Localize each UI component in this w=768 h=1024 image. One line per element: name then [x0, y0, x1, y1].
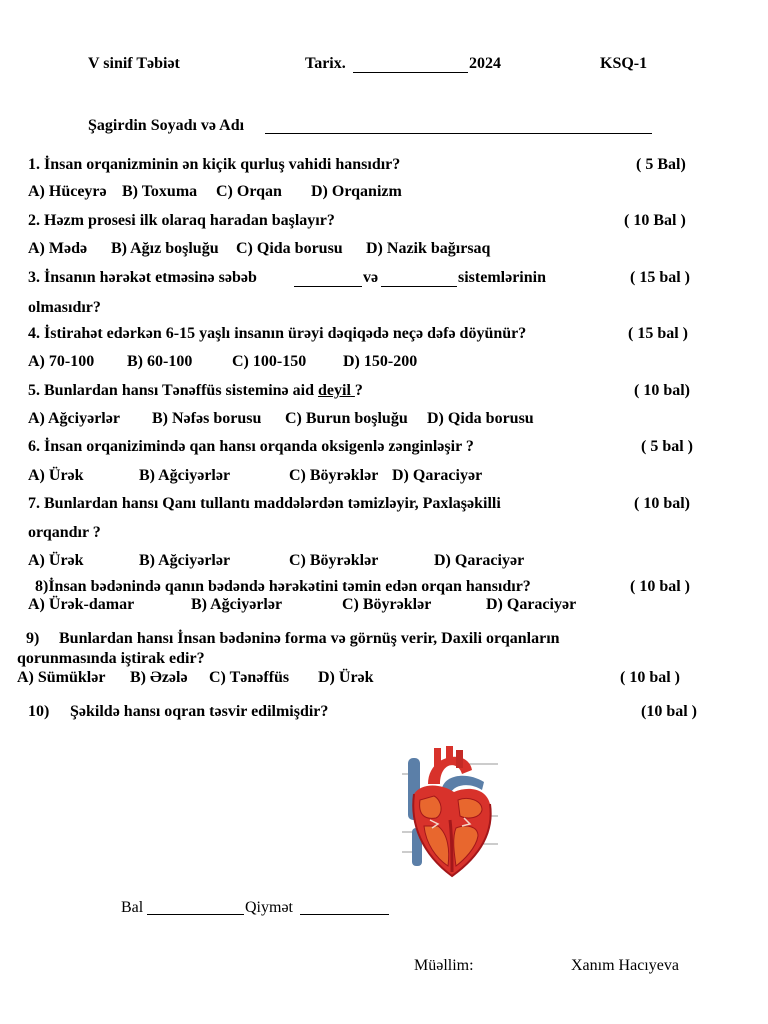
q5-option-a: A) Ağciyərlər — [28, 410, 120, 427]
grade-label: Qiymət — [245, 899, 293, 916]
year: 2024 — [469, 55, 501, 72]
question-10: Şəkildə hansı oqran təsvir edilmişdir? — [70, 703, 329, 720]
question-9: Bunlardan hansı İnsan bədəninə forma və görnüş verir, Daxili orqanların — [59, 630, 560, 647]
question-7: 7. Bunlardan hansı Qanı tullantı maddələrdən təmizləyir, Paxlaşəkilli — [28, 495, 501, 512]
date-label: Tarix. — [305, 55, 346, 72]
q1-option-c: C) Orqan — [216, 183, 282, 200]
q9-option-c: C) Tənəffüs — [209, 669, 290, 686]
question-2: 2. Həzm prosesi ilk olaraq haradan başlayır? — [28, 212, 335, 229]
question-10-num: 10) — [28, 703, 50, 720]
points-3: ( 15 bal ) — [630, 269, 690, 286]
q3-blank-2 — [381, 286, 457, 287]
q7-option-d: D) Qaraciyər — [434, 552, 525, 569]
q2-option-c: C) Qida borusu — [236, 240, 343, 257]
q6-option-a: A) Ürək — [28, 467, 84, 484]
points-9: ( 10 bal ) — [620, 669, 680, 686]
q4-option-d: D) 150-200 — [343, 353, 418, 370]
q2-option-b: B) Ağız boşluğu — [111, 240, 219, 257]
question-1: 1. İnsan orqanizminin ən kiçik qurluş vahidi hansıdır? — [28, 156, 401, 173]
q1-option-b: B) Toxuma — [122, 183, 198, 200]
heart-anatomy-icon — [398, 744, 502, 880]
q8-option-a: A) Ürək-damar — [28, 596, 135, 613]
q4-option-a: A) 70-100 — [28, 353, 95, 370]
question-3-part2: sistemlərinin — [458, 269, 546, 286]
q2-option-d: D) Nazik bağırsaq — [366, 240, 491, 257]
points-7: ( 10 bal) — [634, 495, 690, 512]
score-label: Bal — [121, 899, 144, 916]
exam-code: KSQ-1 — [600, 55, 648, 72]
q3-blank-1 — [294, 286, 362, 287]
question-3-mid: və — [363, 269, 379, 286]
q9-option-a: A) Sümüklər — [17, 669, 106, 686]
question-9-line2: qorunmasında iştirak edir? — [17, 650, 205, 667]
teacher-label: Müəllim: — [414, 957, 474, 974]
question-3-part1: 3. İnsanın hərəkət etməsinə səbəb — [28, 269, 257, 286]
q1-option-a: A) Hüceyrə — [28, 183, 107, 200]
q6-option-b: B) Ağciyərlər — [139, 467, 231, 484]
q4-option-c: C) 100-150 — [232, 353, 307, 370]
score-line — [147, 914, 244, 915]
q7-option-c: C) Böyrəklər — [289, 552, 379, 569]
question-8: 8)İnsan bədənində qanın bədəndə hərəkətini təmin edən orqan hansıdır? — [35, 578, 531, 595]
grade-line — [300, 914, 389, 915]
q8-option-d: D) Qaraciyər — [486, 596, 577, 613]
q4-option-b: B) 60-100 — [127, 353, 193, 370]
points-1: ( 5 Bal) — [636, 156, 686, 173]
points-4: ( 15 bal ) — [628, 325, 688, 342]
question-7-line2: orqandır ? — [28, 524, 101, 541]
q5-option-b: B) Nəfəs borusu — [152, 410, 262, 427]
q7-option-a: A) Ürək — [28, 552, 84, 569]
points-2: ( 10 Bal ) — [624, 212, 686, 229]
grade-subject: V sinif Təbiət — [88, 55, 180, 72]
points-6: ( 5 bal ) — [641, 438, 693, 455]
question-5-qmark: ? — [354, 382, 363, 399]
points-8: ( 10 bal ) — [630, 578, 690, 595]
q5-option-c: C) Burun boşluğu — [285, 410, 408, 427]
q9-option-d: D) Ürək — [318, 669, 374, 686]
question-4: 4. İstirahət edərkən 6-15 yaşlı insanın ürəyi dəqiqədə neçə dəfə döyünür? — [28, 325, 527, 342]
q6-option-c: C) Böyrəklər — [289, 467, 379, 484]
q8-option-b: B) Ağciyərlər — [191, 596, 283, 613]
q8-option-c: C) Böyrəklər — [342, 596, 432, 613]
q1-option-d: D) Orqanizm — [311, 183, 402, 200]
question-5-underlined: deyil — [318, 382, 351, 399]
q2-option-a: A) Mədə — [28, 240, 88, 257]
teacher-name: Xanım Hacıyeva — [571, 957, 679, 974]
q9-option-b: B) Əzələ — [130, 669, 188, 686]
student-label: Şagirdin Soyadı və Adı — [88, 117, 245, 134]
points-10: (10 bal ) — [641, 703, 697, 720]
date-line — [353, 72, 468, 73]
question-6: 6. İnsan orqanizimində qan hansı orqanda oksigenlə zənginləşir ? — [28, 438, 474, 455]
question-5-text: 5. Bunlardan hansı Tənəffüs sisteminə aid — [28, 382, 314, 399]
question-5 — [28, 381, 363, 401]
q6-option-d: D) Qaraciyər — [392, 467, 483, 484]
q5-option-d: D) Qida borusu — [427, 410, 534, 427]
question-9-num: 9) — [26, 630, 40, 647]
points-5: ( 10 bal) — [634, 382, 690, 399]
question-3-line2: olmasıdır? — [28, 299, 101, 316]
student-name-line — [265, 133, 652, 134]
q7-option-b: B) Ağciyərlər — [139, 552, 231, 569]
